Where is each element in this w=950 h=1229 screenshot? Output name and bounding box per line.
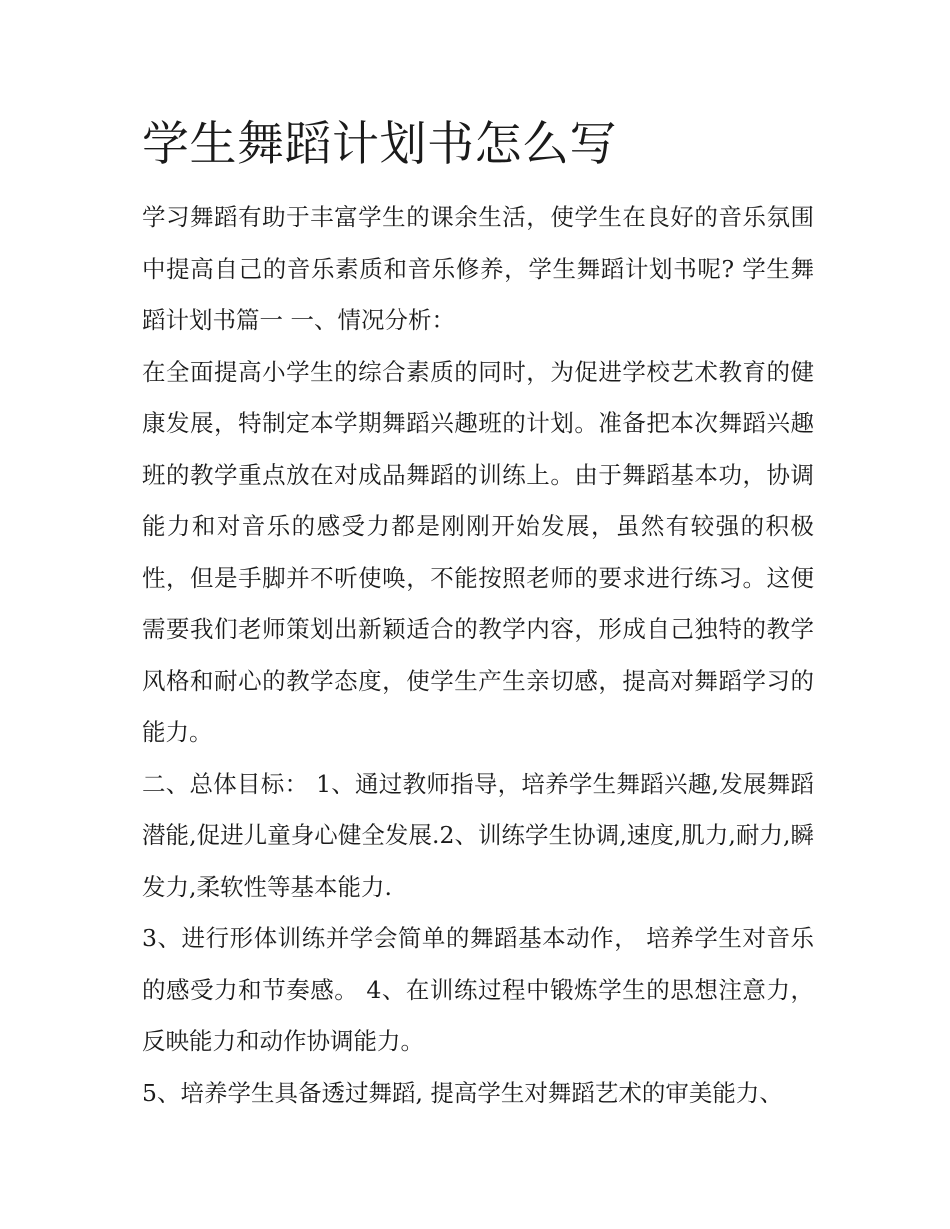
intro-paragraph: 学习舞蹈有助于丰富学生的课余生活，使学生在良好的音乐氛围中提高自己的音乐素质和音乐修养，学生舞蹈计划书呢? 学生舞蹈计划书篇一 一、情况分析： xyxy=(142,203,814,334)
overall-goals-paragraph: 二、总体目标： 1、通过教师指导，培养学生舞蹈兴趣,发展舞蹈潜能,促进儿童身心健全发展.2、训练学生协调,速度,肌力,耐力,瞬发力,柔软性等基本能力. xyxy=(142,769,814,901)
document-body xyxy=(142,112,814,1119)
goal-5-paragraph: 5、培养学生具备透过舞蹈, 提高学生对舞蹈艺术的审美能力、 xyxy=(142,1078,783,1107)
situation-analysis-paragraph: 在全面提高小学生的综合素质的同时，为促进学校艺术教育的健康发展，特制定本学期舞蹈兴趣班的计划。准备把本次舞蹈兴趣班的教学重点放在对成品舞蹈的训练上。由于舞蹈基本功，协调能力和对音乐的感受力都是刚刚开始发展，虽然有较强的积极性，但是手脚并不听使唤，不能按照老师的要求进行练习。这便需要我们老师策划出新颖适合的教学内容，形成自己独特的教学风格和耐心的教学态度，使学生产生亲切感，提高对舞蹈学习的能力。 xyxy=(142,357,814,746)
document-title: 学生舞蹈计划书怎么写 xyxy=(142,117,617,172)
goals-3-4-paragraph: 3、进行形体训练并学会简单的舞蹈基本动作， 培养学生对音乐的感受力和节奏感。 4、在训练过程中锻炼学生的思想注意力，反映能力和动作协调能力。 xyxy=(142,924,814,1055)
